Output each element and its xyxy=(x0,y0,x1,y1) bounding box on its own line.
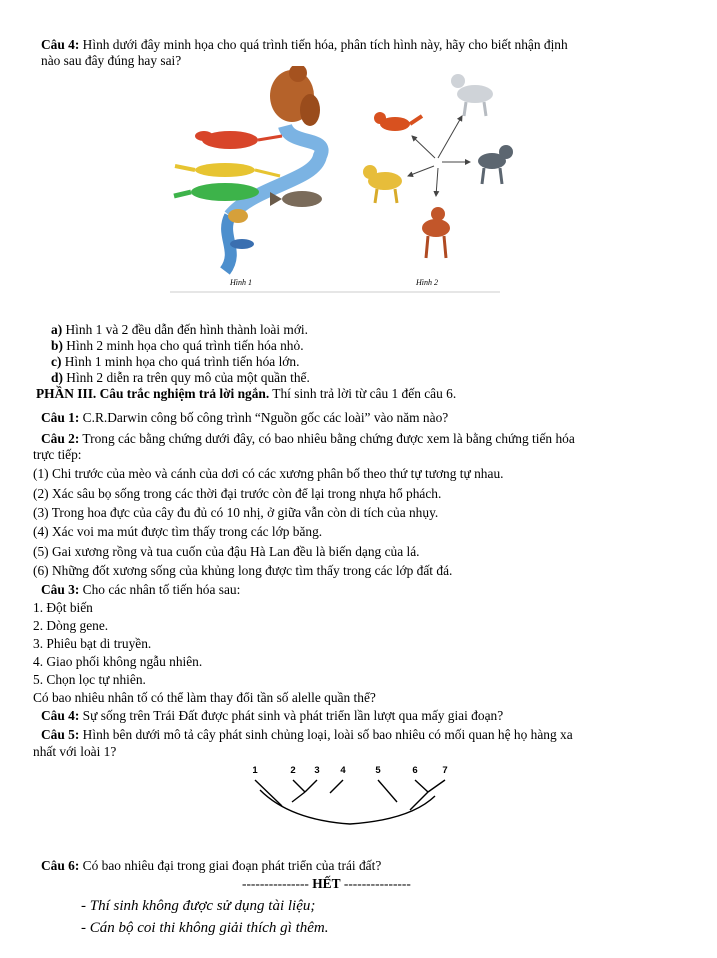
q3-item-4: 4. Giao phối không ngẫu nhiên. xyxy=(33,654,203,669)
figure2-caption: Hình 2 xyxy=(416,278,438,287)
q5-label: Câu 5: xyxy=(41,727,80,742)
tree-diagram xyxy=(250,762,460,840)
q5-text: Hình bên dưới mô tả cây phát sinh chủng loại, loài số bao nhiêu có mối quan hệ họ hàng xa xyxy=(79,727,573,742)
q4-part2-line1 xyxy=(41,37,568,53)
tree-label-5: 5 xyxy=(375,765,381,776)
q2-item-2: (2) Xác sâu bọ sống trong các thời đại trước còn để lại trong nhựa hổ phách. xyxy=(33,486,442,501)
statement-c-text: Hình 1 minh họa cho quá trình tiến hóa lớn. xyxy=(61,354,300,369)
q1-label: Câu 1: xyxy=(41,410,80,425)
q4-part2-label: Câu 4: xyxy=(41,37,80,52)
figure2-illustration xyxy=(363,74,513,287)
statement-a-label: a) xyxy=(51,322,63,337)
q6-text: Có bao nhiêu đại trong giai đoạn phát triển của trái đất? xyxy=(79,858,382,873)
q3-item-1: 1. Đột biến xyxy=(33,600,93,615)
q2-line1 xyxy=(41,431,575,447)
tree-label-4: 4 xyxy=(340,765,346,776)
q4-label: Câu 4: xyxy=(41,708,80,723)
q6-label: Câu 6: xyxy=(41,858,80,873)
phylogenetic-tree xyxy=(250,762,460,840)
end-title: HẾT xyxy=(312,876,341,891)
statement-a-text: Hình 1 và 2 đều dẫn đến hình thành loài mới. xyxy=(62,322,308,337)
tree-label-1: 1 xyxy=(252,765,258,776)
tree-branches xyxy=(255,780,445,824)
q5-line2: nhất với loài 1? xyxy=(33,744,117,759)
q4 xyxy=(41,708,503,724)
statement-c-label: c) xyxy=(51,354,62,369)
tree-label-3: 3 xyxy=(314,765,320,776)
q1 xyxy=(41,410,448,426)
q2-line2: trực tiếp: xyxy=(33,447,82,462)
part3-instruction: Thí sinh trả lời từ câu 1 đến câu 6. xyxy=(269,386,457,401)
part3-heading-line xyxy=(36,386,456,402)
note-2: - Cán bộ coi thi không giải thích gì thêm. xyxy=(81,920,329,936)
q3-item-5: 5. Chọn lọc tự nhiên. xyxy=(33,672,146,687)
evolution-figure xyxy=(170,66,540,298)
statement-d-text: Hình 2 diễn ra trên quy mô của một quần thể. xyxy=(62,370,310,385)
figure1-caption: Hình 1 xyxy=(230,278,252,287)
q2-label: Câu 2: xyxy=(41,431,80,446)
q5-line1 xyxy=(41,727,573,743)
q2-item-6: (6) Những đốt xương sống của khủng long được tìm thấy trong các lớp đất đá. xyxy=(33,563,453,578)
q3-item-3: 3. Phiêu bạt di truyền. xyxy=(33,636,152,651)
q2-item-4: (4) Xác voi ma mút được tìm thấy trong các lớp băng. xyxy=(33,524,323,539)
tree-label-2: 2 xyxy=(290,765,296,776)
statement-b-text: Hình 2 minh họa cho quá trình tiến hóa nhỏ. xyxy=(62,338,304,353)
evolution-illustration xyxy=(170,66,540,298)
q2-text: Trong các bằng chứng dưới đây, có bao nhiêu bằng chứng được xem là bằng chứng tiến hóa xyxy=(79,431,575,446)
q3-text: Cho các nhân tố tiến hóa sau: xyxy=(79,582,241,597)
q2-item-1: (1) Chi trước của mèo và cánh của dơi có các xương phân bố theo thứ tự tương tự nhau. xyxy=(33,466,504,481)
end-marker xyxy=(242,876,411,892)
q2-item-5: (5) Gai xương rồng và tua cuốn của đậu Hà Lan đều là biến dạng của lá. xyxy=(33,544,420,559)
tree-label-7: 7 xyxy=(442,765,448,776)
figure1-illustration xyxy=(174,66,322,287)
q3-label: Câu 3: xyxy=(41,582,80,597)
q1-text: C.R.Darwin công bố công trình “Nguồn gốc các loài” vào năm nào? xyxy=(79,410,449,425)
statement-c xyxy=(51,354,299,370)
q2-item-3: (3) Trong hoa đực của cây đu đủ có 10 nhị, ở giữa vẫn còn di tích của nhụy. xyxy=(33,505,439,520)
q3-question: Có bao nhiêu nhân tố có thể làm thay đổi tần số alelle quần thể? xyxy=(33,690,376,705)
statement-b xyxy=(51,338,304,354)
q3-item-2: 2. Dòng gene. xyxy=(33,618,109,633)
statement-a xyxy=(51,322,308,338)
end-dashes-left: --------------- xyxy=(242,876,309,891)
statement-d-label: d) xyxy=(51,370,63,385)
q6 xyxy=(41,858,381,874)
tree-label-6: 6 xyxy=(412,765,418,776)
statement-b-label: b) xyxy=(51,338,63,353)
q4-text: Sự sống trên Trái Đất được phát sinh và phát triển lần lượt qua mấy giai đoạn? xyxy=(79,708,504,723)
end-dashes-right: --------------- xyxy=(343,876,411,891)
part3-heading: PHẦN III. Câu trắc nghiệm trả lời ngắn. xyxy=(36,386,270,401)
statement-d xyxy=(51,370,310,386)
q3-line xyxy=(41,582,240,598)
note-1: - Thí sinh không được sử dụng tài liệu; xyxy=(81,898,316,914)
q4-part2-text: Hình dưới đây minh họa cho quá trình tiến hóa, phân tích hình này, hãy cho biết nhận định xyxy=(79,37,568,52)
q4-part2-line2: nào sau đây đúng hay sai? xyxy=(41,53,182,68)
